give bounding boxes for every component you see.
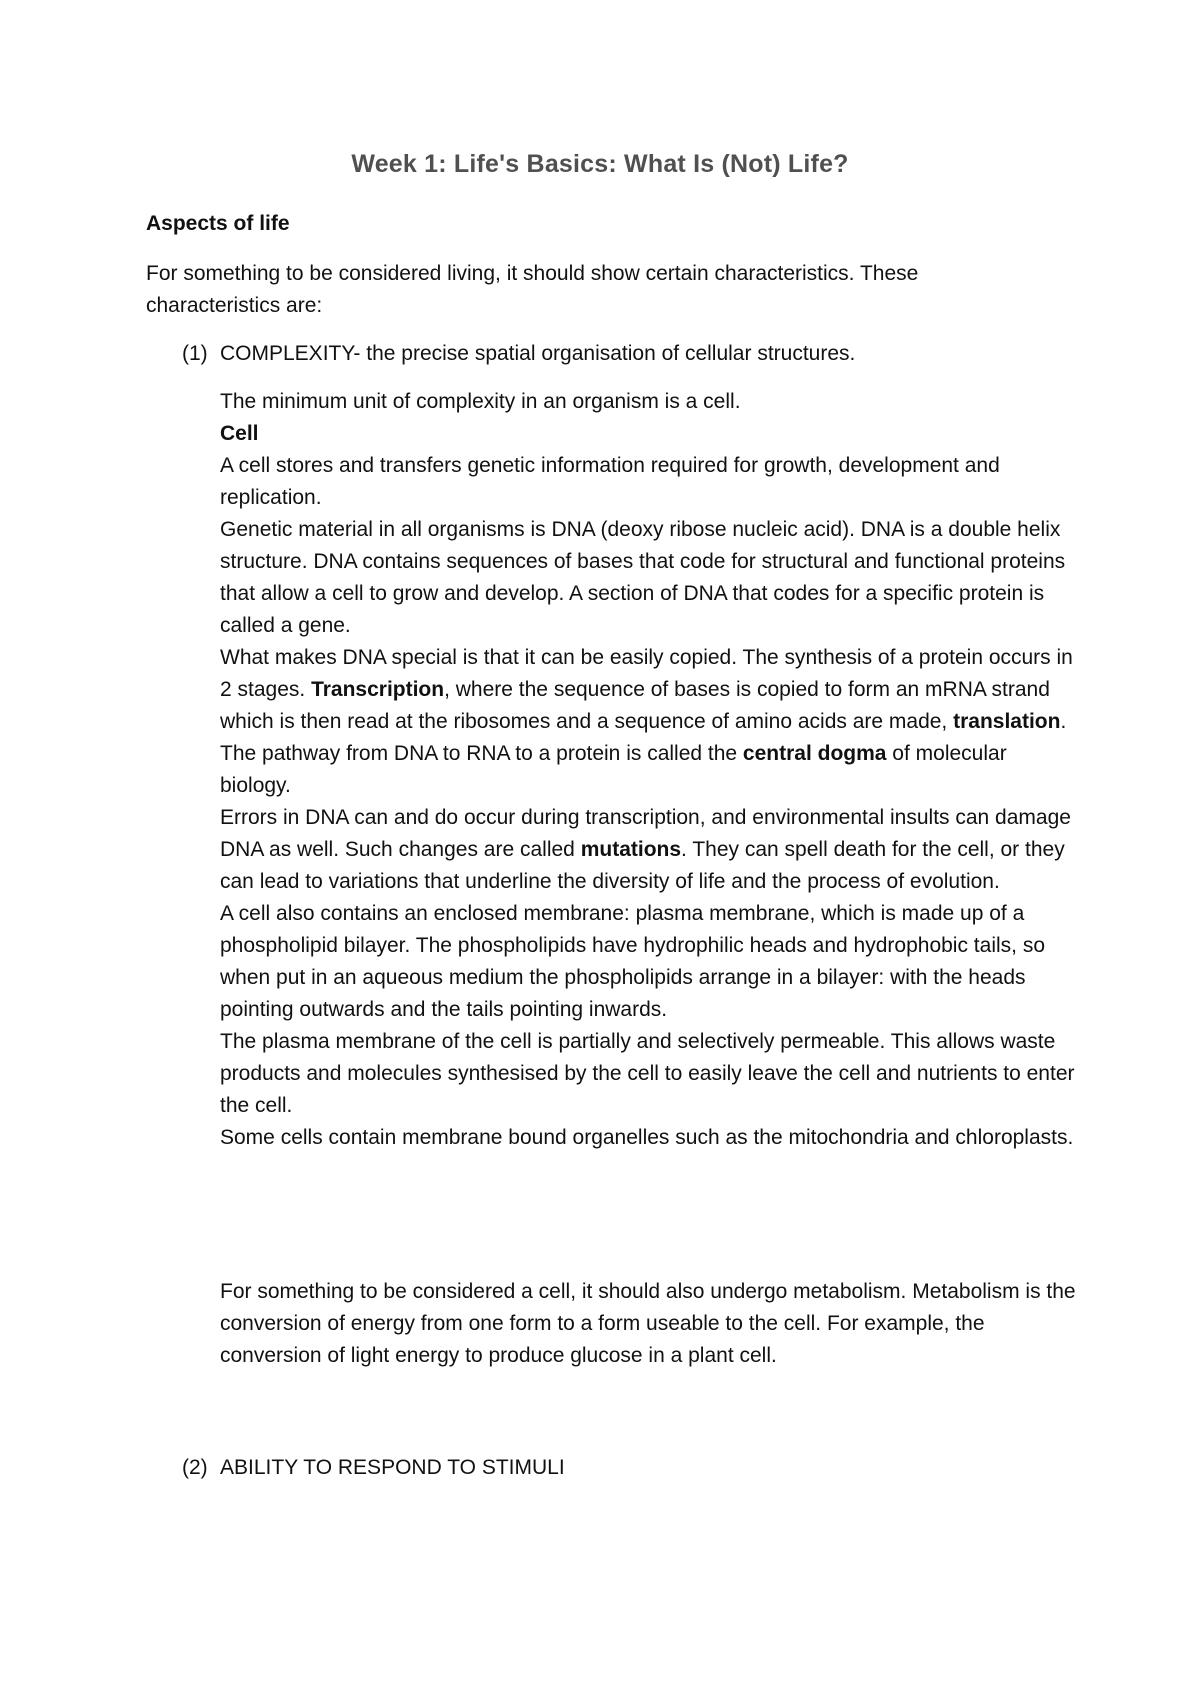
list-item-text: ABILITY TO RESPOND TO STIMULI (220, 1456, 565, 1479)
list-item-complexity (182, 338, 1082, 370)
pathway-text: The pathway from DNA to RNA to a protein is called the (220, 742, 743, 765)
transcription-term: Transcription (311, 678, 445, 701)
pathway-text: of molecular biology. (220, 742, 1007, 797)
translation-term: translation (953, 710, 1061, 733)
errors-paragraph (220, 802, 1080, 898)
list-number: (1) (182, 342, 208, 365)
list-number: (2) (182, 1456, 208, 1479)
dna-special-text: , where the sequence of bases is copied to form an mRNA strand which is then read at the ribosomes and a sequence of amino acids are made, (220, 678, 1050, 733)
min-unit-paragraph: The minimum unit of complexity in an organism is a cell. (220, 390, 741, 413)
page-title: Week 1: Life's Basics: What Is (Not) Life? (351, 150, 849, 178)
permeable-paragraph: The plasma membrane of the cell is partially and selectively permeable. This allows waste products and molecules synthesised by the cell to easily leave the cell and nutrients to enter the cell. (220, 1030, 1075, 1117)
list-item-stimuli (182, 1452, 1082, 1484)
intro-paragraph: For something to be considered living, it should show certain characteristics. These characteristics are: (146, 262, 919, 317)
pathway-paragraph (220, 738, 1080, 802)
cell-stores-paragraph: A cell stores and transfers genetic information required for growth, development and replication. (220, 454, 1000, 509)
genetic-material-paragraph: Genetic material in all organisms is DNA (deoxy ribose nucleic acid). DNA is a double helix structure. DNA contains sequences of bases that code for structural and functional proteins that allow a cell to grow and develop. A section of DNA that codes for a specific protein is called a gene. (220, 518, 1066, 637)
mutations-term: mutations (580, 838, 682, 861)
central-dogma-term: central dogma (742, 742, 887, 765)
organelles-paragraph: Some cells contain membrane bound organelles such as the mitochondria and chloroplasts. (220, 1126, 1074, 1149)
dna-special-paragraph (220, 642, 1080, 738)
errors-text: Errors in DNA can and do occur during transcription, and environmental insults can damage DNA as well. Such changes are called (220, 806, 1071, 861)
dna-special-text: . (1060, 710, 1067, 733)
membrane-paragraph: A cell also contains an enclosed membrane: plasma membrane, which is made up of a phospholipid bilayer. The phospholipids have hydrophilic heads and hydrophobic tails, so when put in an aqueous medium the phospholipids arrange in a bilayer: with the heads pointing outwards and the tails pointing inwards. (220, 902, 1045, 1021)
dna-special-text: What makes DNA special is that it can be easily copied. The synthesis of a protein occurs in 2 stages. (220, 646, 1073, 701)
errors-text: . They can spell death for the cell, or they can lead to variations that underline the diversity of life and the process of evolution. (220, 838, 1065, 893)
metabolism-paragraph: For something to be considered a cell, it should also undergo metabolism. Metabolism is the conversion of energy from one form to a form useable to the cell. For example, the conversion of light energy to produce glucose in a plant cell. (220, 1280, 1076, 1367)
cell-subheading: Cell (220, 422, 259, 445)
complexity-body (220, 386, 1080, 1154)
section-heading: Aspects of life (146, 212, 290, 235)
list-item-text: COMPLEXITY- the precise spatial organisation of cellular structures. (220, 342, 856, 365)
metabolism-body (220, 1276, 1080, 1372)
